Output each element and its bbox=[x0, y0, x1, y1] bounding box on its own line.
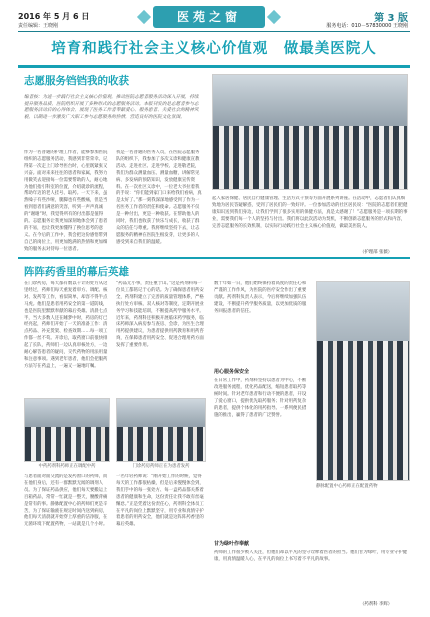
story2-col1b: 与患者面对面交流的是发药窗口的药师，而在他们身后，还有一群默默无闻的调剂人员。为了保证药品供应，他们每天要搬运上百箱药品，常常一忙就是一整天，腰酸背痛是常有的事。静脉配置中心的药师们更是辛苦，为了保证输液在规定时间内送到病房，他们每天清晨就开始穿上厚重的洁净服，在无菌环境下配置药物，一站就是几个小时。 bbox=[24, 474, 108, 528]
story2-kicker-1: 用心服务保安全 bbox=[214, 369, 250, 375]
photo-caption-1: 中药药剂科药师正在调配中药 bbox=[38, 464, 96, 469]
page-headline: 培育和践行社会主义核心价值观 做最美医院人 bbox=[51, 41, 377, 57]
issue-date: 2016 年 5 月 6 日 bbox=[18, 12, 90, 21]
iv-photo bbox=[316, 281, 410, 481]
section-divider bbox=[18, 257, 410, 259]
pharmacy-photo bbox=[116, 398, 206, 462]
volunteer-photo bbox=[212, 74, 408, 190]
story2-col3: 数十年如一日，他们始终保持着高度的责任心和严谨的工作作风，为医院的医疗安全作出了重要贡献。药剂科负责人表示，今后将继续加强队伍建设，不断提升药学服务质量，以更加优质的服务回报患者的信任。 bbox=[214, 281, 307, 314]
story2-title: 阵阵药香里的幕后英雄 bbox=[24, 266, 129, 278]
page-number: 第 3 版 bbox=[374, 13, 408, 24]
story1-col1: 作为一名普通的护理工作者，能够参加医院组织的志愿服务活动，我感到非常荣幸。记得第一次走上门诊导医台时，心里既紧张又兴奋。面对来来往往的患者和家属，我努力用微笑去迎接每一位需要帮助的人，耐心地为他们指引科室的位置，介绍就诊的流程，帮助年迈的老人挂号、取药。一天下来，虽然嗓子有些沙哑，腿脚也有些酸痛，但是当看到患者们满意的笑容，听到一声声真诚的“谢谢”时，我觉得所有的付出都是值得的。志愿服务让我更加深刻地体会到了患者的不易，也让我更加懂得了换位思考的意义。在今后的工作中，我会把这份感悟带到自己的岗位上，用更加饱满的热情和更加细致的服务去对待每一位患者。 bbox=[24, 150, 108, 252]
editor-credit: 责任编辑：王晓刚 bbox=[18, 23, 59, 29]
photo-caption-3: 静脉配置中心药师正在配置药物 bbox=[316, 484, 378, 489]
story2-col3c: 药师的工作很少被人关注，但他们却以平凡的坚守诠释着医者的担当。他们甘为绿叶，用专业守护健康，用真情温暖人心，在平凡的岗位上书写着不平凡的故事。 bbox=[214, 550, 408, 562]
story2-signature: （药剂科 李辉） bbox=[360, 602, 393, 607]
section-banner: 医苑之窗 bbox=[153, 6, 265, 28]
story2-col2b: 一名年轻药师说：“刚开始工作的时候，觉得每天的工作都很枯燥，但是后来慢慢体会到，我们手中的每一张处方、每一盒药品都关系着患者的健康和生命，这份责任让我不敢有丝毫懈怠。”正是凭着这份责任心，药剂科全体员工在平凡的岗位上默默坚守，用专业和真情守护着患者的用药安全，他们就是这阵阵药香里的幕后英雄。 bbox=[116, 474, 204, 528]
section-bar bbox=[18, 65, 410, 68]
story1-col3: 起人家居保健、居民自行健康管理、生活方式干预等方面开展系列讲座。在活动中，志愿者们认真细致地为居民答疑解惑，受到了居民们的一致好评。一位参加活动的社区居民说：“医院的志愿者们把健康知识送到我们身边，让我们学到了很多实用的保健方法，真是太感谢了！”志愿服务是一项长期的事业，需要我们每一个人的坚持与付出。我们将以此次活动为契机，不断创新志愿服务的形式和内容，完善志愿服务的长效机制，以实际行动践行社会主义核心价值观，做最美医院人。 bbox=[212, 196, 408, 229]
header-rule bbox=[18, 31, 410, 32]
story1-signature: （护理部 张薇） bbox=[360, 250, 393, 255]
service-hotline: 服务电话：010－57830000 王晓刚 bbox=[326, 23, 408, 29]
story2-col2: “药品无小事，责任重于山。”这是药剂科每一位员工都铭记于心的话。为了确保患者用药安全，药剂科建立了完善的质量管理体系，严格执行处方审核、双人核对等制度，定期开展业务学习和技能培训，不断提高药学服务水平。近年来，药剂科还积极开展临床药学服务，临床药师深入病房参与查房、会诊，为医生合理用药提供建议，为患者提供用药教育和用药咨询，在保障患者用药安全、促进合理用药方面发挥了重要作用。 bbox=[116, 281, 204, 349]
story1-col2: 我是一名普通的医务人员，在医院志愿服务队的组织下，我参加了多次义诊和健康宣教活动。走进社区、走进学校、走进敬老院，我们为群众测量血压、测量血糖，讲解常见病、多发病的预防知识，发放健康宣传资料。在一次社区义诊中，一位老大爷拉着我的手说：“你们能到家门口来给我们看病，真是太好了。”那一刻我深深地感受到了作为一名医务工作者的责任和使命。志愿服务不仅是一种付出，更是一种收获。在帮助他人的同时，我们也收获了快乐与成长，收获了群众的信任与尊重。我将继续坚持下去，让志愿服务的精神在医院生根发芽，让更多的人感受到来自我们的温暖。 bbox=[116, 150, 202, 245]
photo-caption-2: 门诊药房药师正在为患者发药 bbox=[132, 464, 190, 469]
herbal-photo bbox=[24, 398, 110, 462]
story1-title: 志愿服务铛铛我的收获 bbox=[24, 75, 129, 87]
story1-intro: 编者按：为进一步践行社会主义核心价值观，推动医院志愿者服务活动深入开展，持续提升服务品质，医院组织开展了多种形式的志愿服务活动。本版刊发的是志愿者参与志愿服务活动后的心得体会，展现了医务工作者奉献爱心、服务患者、关爱社会的精神风貌，以期进一步激发广大职工参与志愿服务的热情，营造良好的医院文化氛围。 bbox=[24, 95, 199, 120]
story2-col3b: 在日常工作中，药剂科坚持以患者为中心，不断改进服务流程，优化药品配送，缩短患者取药等候时间。针对老年患者和行动不便的患者，开设了爱心窗口，提供优先取药服务；针对用药复杂的患者，提供个体化的用药指导。一系列便民措施的推出，赢得了患者的广泛赞誉。 bbox=[214, 378, 307, 418]
story2-col1: 在门诊药房，每天都有数以千计的处方从这里经过，药师们每天重复着审方、调配、核对、发药等工作，看似简单，却容不得半点马虎。他们是患者用药安全的第一道防线，也是医院里默默奉献的幕后英雄。清晨七点半，当大多数人还在睡梦中时，药房的灯已经亮起，药师们开始了一天的准备工作：清点药品、补充货架、检查效期……每一项工作都一丝不苟。开诊后，取药窗口前很快排起了长队，药师们一边认真审核处方，一边耐心解答患者的疑问，交代药物的用法用量和注意事项。遇到老年患者，他们会把服药方法写在药盒上，一遍又一遍地叮嘱。 bbox=[24, 281, 108, 369]
story2-kicker-2: 甘为绿叶作奉献 bbox=[214, 541, 250, 547]
